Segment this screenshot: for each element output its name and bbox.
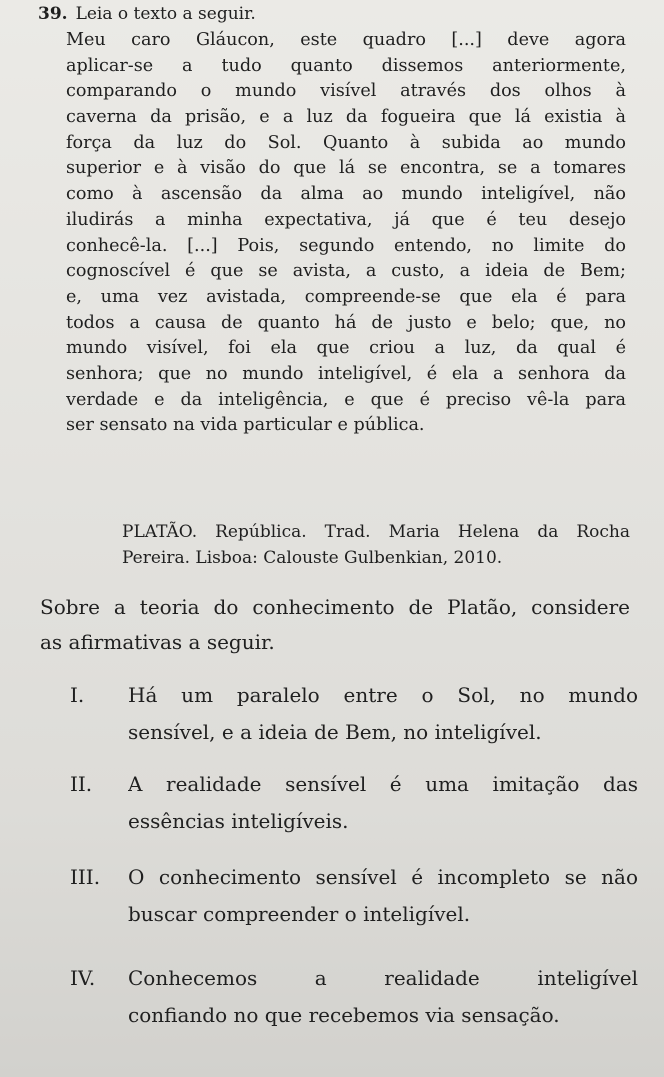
quote-line: e, uma vez avistada, compreende-se que ela é para [66,286,626,307]
quote-line: cognoscível é que se avista, a custo, a ideia de Bem; [66,261,626,282]
quote-line: superior e à visão do que lá se encontra, se a tomares [66,158,626,179]
statement-body [128,677,638,751]
statement-numeral: I. [70,683,85,707]
prompt-line: as afirmativas a seguir. [40,630,275,654]
quote-line: todos a causa de quanto há de justo e belo; que, no [66,312,626,333]
quote-line: conhecê-la. [...] Pois, segundo entendo, no limite do [66,235,626,256]
quote-line: Meu caro Gláucon, este quadro [...] deve agora [66,30,626,50]
quote-line: aplicar-se a tudo quanto dissemos anteriormente, [66,55,626,76]
statement-body [128,960,638,1034]
quote-line: senhora; que no mundo inteligível, é ela a senhora da [66,363,626,384]
statement-line: O conhecimento sensível é incompleto se não [128,865,638,889]
statement-numeral: II. [70,772,93,796]
citation-line: PLATÃO. República. Trad. Maria Helena da Rocha [122,522,630,542]
statement-line: buscar compreender o inteligível. [128,902,471,926]
quote-line: ser sensato na vida particular e pública. [66,415,425,436]
statement-body [128,859,638,933]
statement-line: A realidade sensível é uma imitação das [128,772,638,796]
statement-line: essências inteligíveis. [128,809,349,833]
question-header [38,4,256,24]
statement-line: Conhecemos a realidade inteligível [128,966,638,990]
quote-line: mundo visível, foi ela que criou a luz, da qual é [66,338,626,359]
quoted-passage [66,28,626,439]
statement-numeral: III. [70,865,101,889]
question-instruction: Leia o texto a seguir. [75,4,256,24]
prompt-line: Sobre a teoria do conhecimento de Platão, considere [40,595,630,619]
statement-numeral: IV. [70,966,96,990]
quote-line: caverna da prisão, e a luz da fogueira que lá existia à [66,107,626,128]
statement-line: Há um paralelo entre o Sol, no mundo [128,683,638,707]
question-number: 39. [38,4,68,24]
quote-line: como à ascensão da alma ao mundo inteligível, não [66,184,626,205]
quote-line: iludirás a minha expectativa, já que é teu desejo [66,209,626,230]
statement-line: sensível, e a ideia de Bem, no inteligível. [128,720,542,744]
citation-line: Pereira. Lisboa: Calouste Gulbenkian, 2010. [122,548,503,568]
quote-line: verdade e da inteligência, e que é preciso vê-la para [66,389,626,410]
quote-line: comparando o mundo visível através dos olhos à [66,81,626,102]
statement-line: confiando no que recebemos via sensação. [128,1003,560,1027]
source-citation [122,519,630,571]
statement-body [128,766,638,840]
quote-line: força da luz do Sol. Quanto à subida ao mundo [66,132,626,153]
question-prompt [40,590,630,660]
